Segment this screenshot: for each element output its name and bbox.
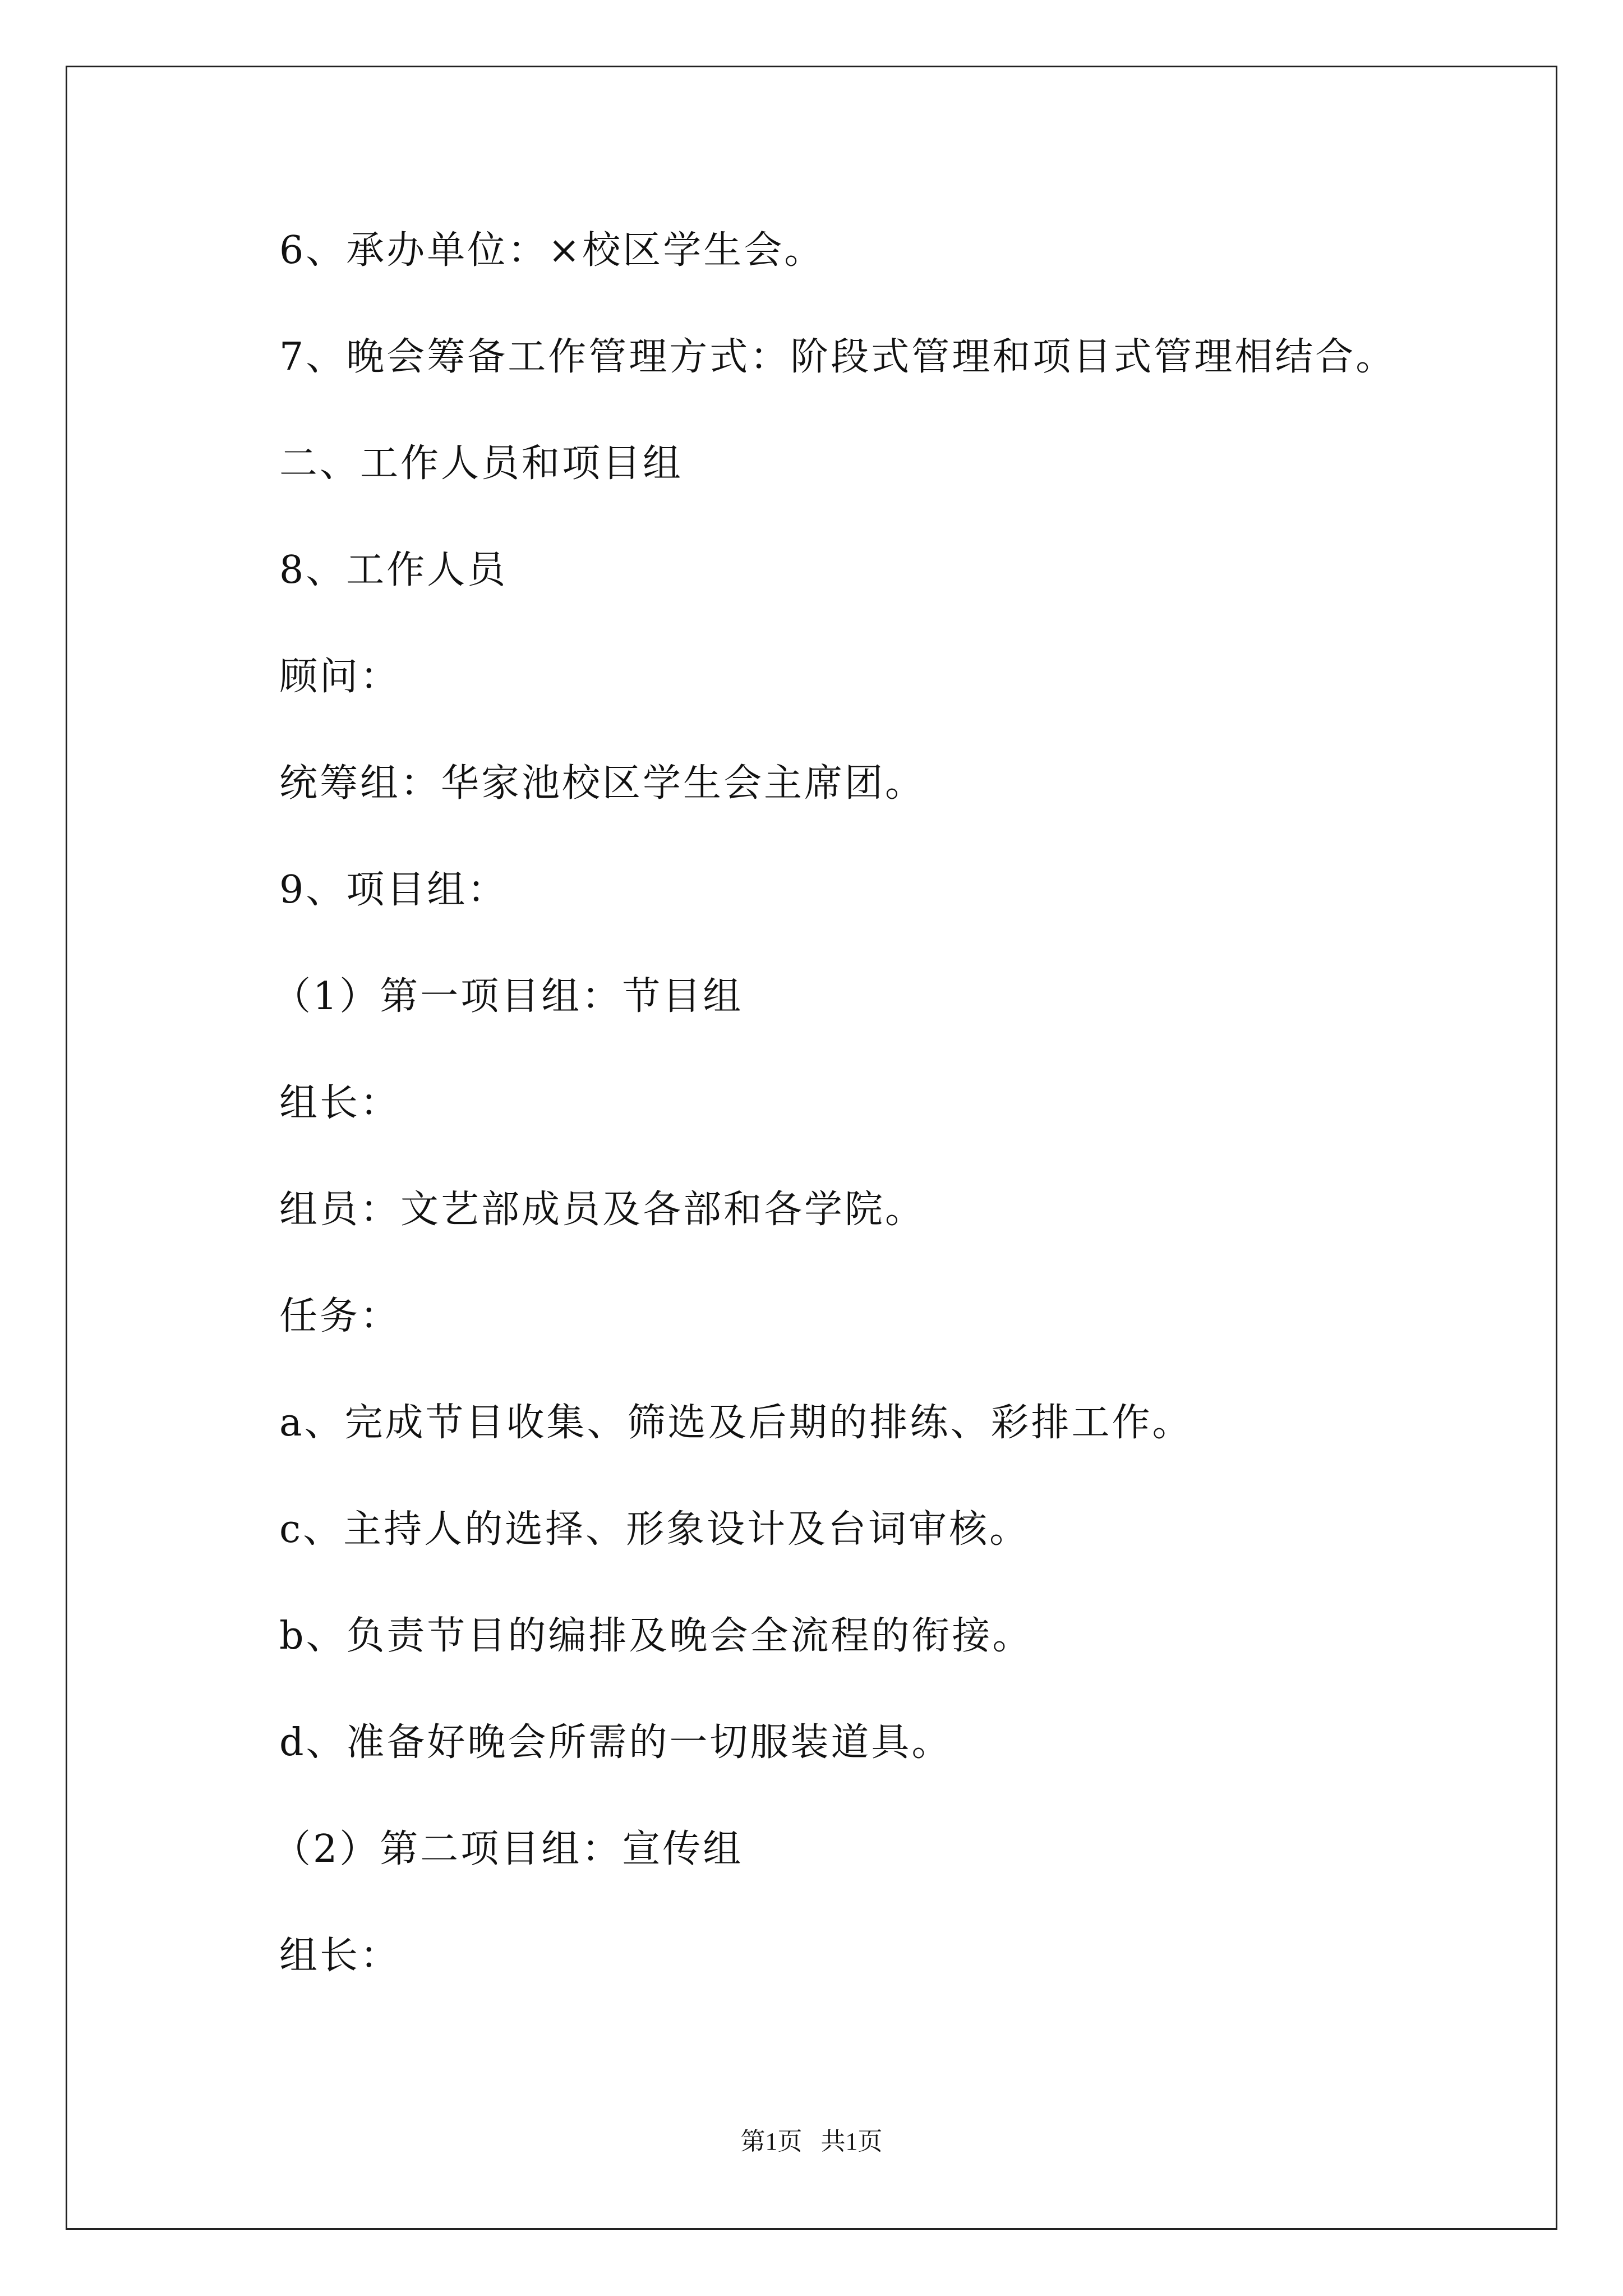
page-border (66, 66, 1557, 2230)
text-line: 6、承办单位：×校区学生会。 (279, 228, 825, 273)
list-item: d、准备好晚会所需的一切服装道具。 (279, 1720, 952, 1765)
text-line: 9、项目组： (279, 868, 508, 912)
text-line: 统筹组：华家池校区学生会主席团。 (279, 761, 926, 806)
text-line: 组长： (279, 1934, 401, 1978)
page-number: 第1页 共1页 (740, 2128, 883, 2155)
section-heading: 二、工作人员和项目组 (279, 441, 684, 486)
text-line: 8、工作人员 (279, 548, 508, 592)
text-line: 组长： (279, 1081, 401, 1125)
list-item: c、主持人的选择、形象设计及台词审核。 (279, 1507, 1030, 1552)
text-line: 7、晚会筹备工作管理方式：阶段式管理和项目式管理相结合。 (279, 335, 1396, 379)
page-footer (0, 2125, 1623, 2159)
text-line: 任务： (279, 1294, 401, 1338)
list-item: a、完成节目收集、筛选及后期的排练、彩排工作。 (279, 1401, 1193, 1445)
text-line: 组员：文艺部成员及各部和各学院。 (279, 1188, 926, 1232)
subsection-heading: （1）第一项目组：节目组 (273, 974, 744, 1019)
text-line: 顾问： (279, 655, 401, 699)
subsection-heading: （2）第二项目组：宣传组 (273, 1827, 744, 1871)
list-item: b、负责节目的编排及晚会全流程的衔接。 (279, 1614, 1033, 1658)
